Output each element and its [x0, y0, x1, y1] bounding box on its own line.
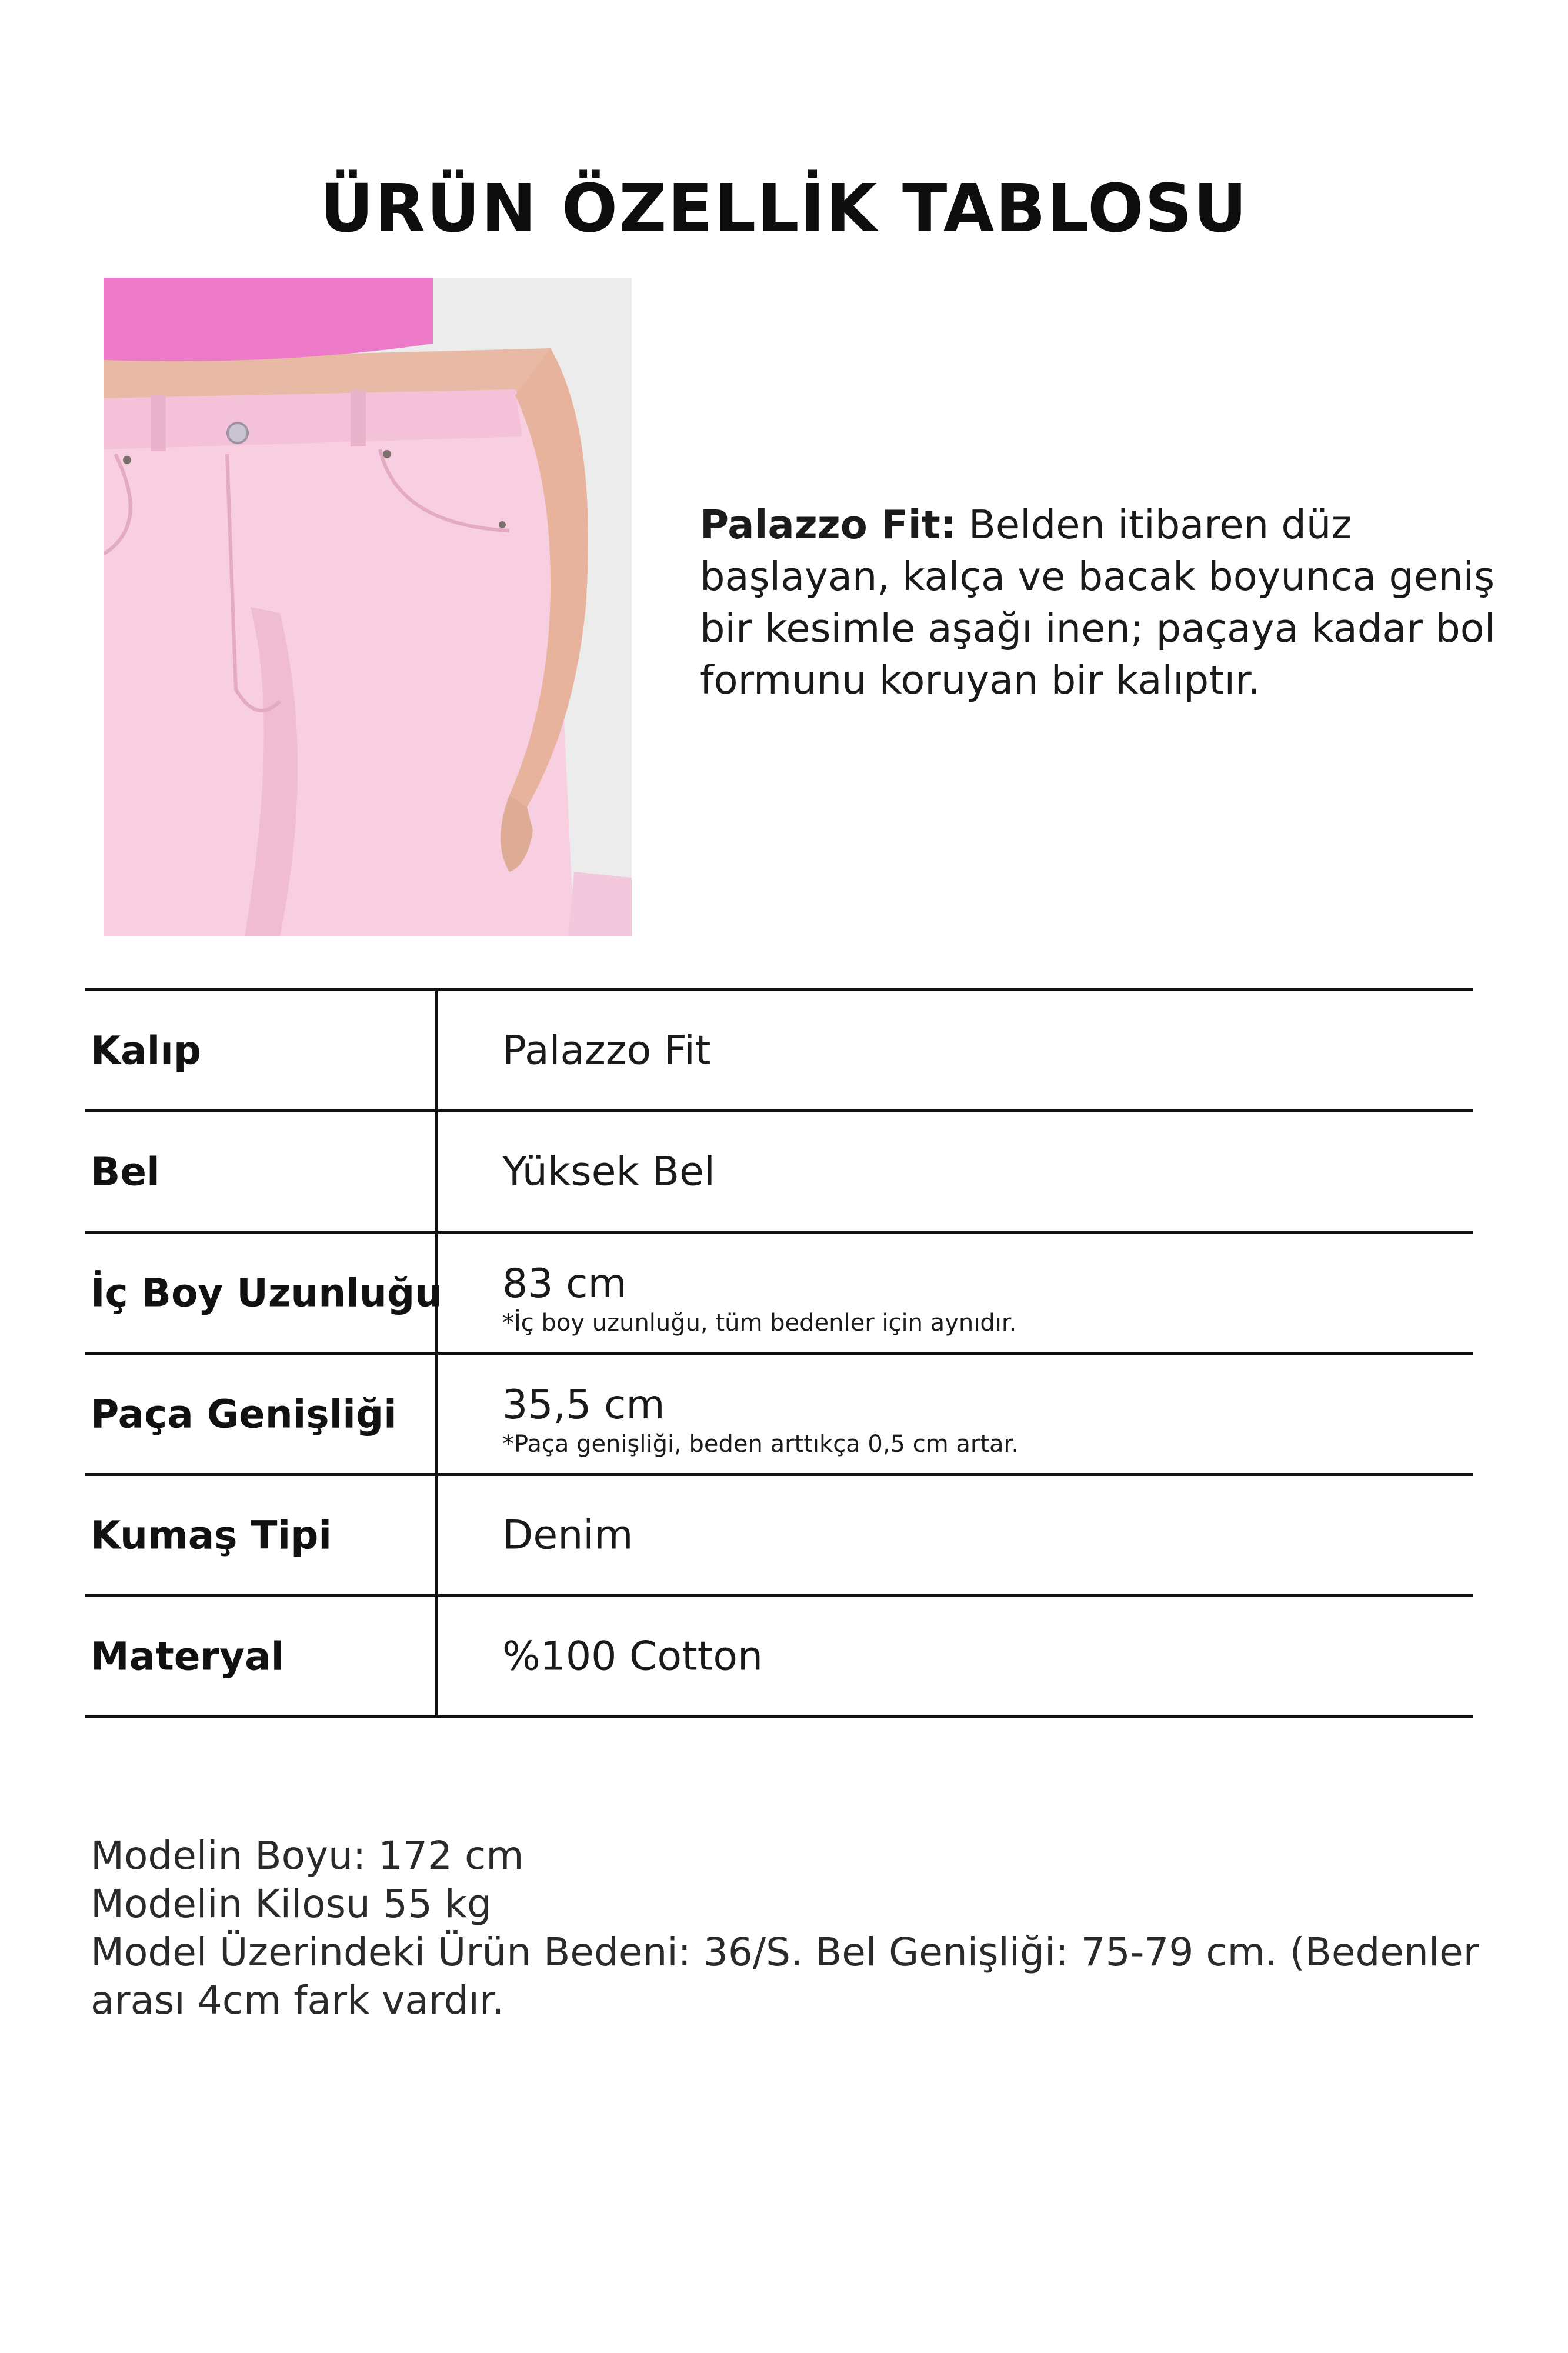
spec-label: Kumaş Tipi [91, 1512, 332, 1558]
spec-value-with-note [502, 1382, 1019, 1458]
model-info [91, 1832, 1502, 2025]
spec-value: 83 cm [502, 1261, 627, 1307]
spec-label: İç Boy Uzunluğu [91, 1270, 443, 1315]
spec-label: Kalıp [91, 1028, 202, 1073]
spec-label: Paça Genişliği [91, 1391, 397, 1437]
column-divider [435, 1112, 438, 1234]
model-size-note: arası 4cm fark vardır. [91, 1978, 505, 2023]
spec-row-paca [85, 1355, 1473, 1476]
spec-label: Materyal [91, 1634, 285, 1679]
spec-table [85, 988, 1473, 1718]
spec-note: *Paça genişliği, beden arttıkça 0,5 cm artar. [502, 1431, 1019, 1458]
fit-description-text: Belden itibaren düz başlayan, kalça ve bacak boyunca geniş bir kesimle aşağı inen; paçaya kadar bol formunu koruyan bir kalıptır. [700, 502, 1496, 703]
model-size: Model Üzerindeki Ürün Bedeni: 36/S. Bel Genişliği: 75-79 cm. (Bedenler [91, 1929, 1479, 1975]
spec-label: Bel [91, 1149, 160, 1194]
spec-row-materyal [85, 1597, 1473, 1718]
column-divider [435, 1355, 438, 1476]
spec-value: 35,5 cm [502, 1382, 665, 1428]
model-weight: Modelin Kilosu 55 kg [91, 1881, 492, 1927]
spec-row-kalip [85, 991, 1473, 1112]
column-divider [435, 1597, 438, 1718]
spec-value: %100 Cotton [502, 1633, 763, 1679]
spec-note: *İç boy uzunluğu, tüm bedenler için aynıdır. [502, 1309, 1017, 1337]
model-height: Modelin Boyu: 172 cm [91, 1833, 524, 1878]
spec-value: Denim [502, 1512, 633, 1558]
spec-row-bel [85, 1112, 1473, 1234]
product-photo [104, 278, 632, 936]
spec-row-kumas [85, 1476, 1473, 1597]
spec-value: Yüksek Bel [502, 1148, 715, 1195]
pink-palazzo-jeans-photo-icon [104, 278, 632, 936]
spec-value-with-note [502, 1261, 1016, 1337]
spec-row-ic-boy [85, 1234, 1473, 1355]
spec-value: Palazzo Fit [502, 1027, 711, 1074]
fit-term: Palazzo Fit: [700, 502, 956, 548]
column-divider [435, 991, 438, 1112]
page-title: ÜRÜN ÖZELLİK TABLOSU [320, 171, 1248, 247]
fit-description [700, 499, 1506, 706]
column-divider [435, 1476, 438, 1597]
